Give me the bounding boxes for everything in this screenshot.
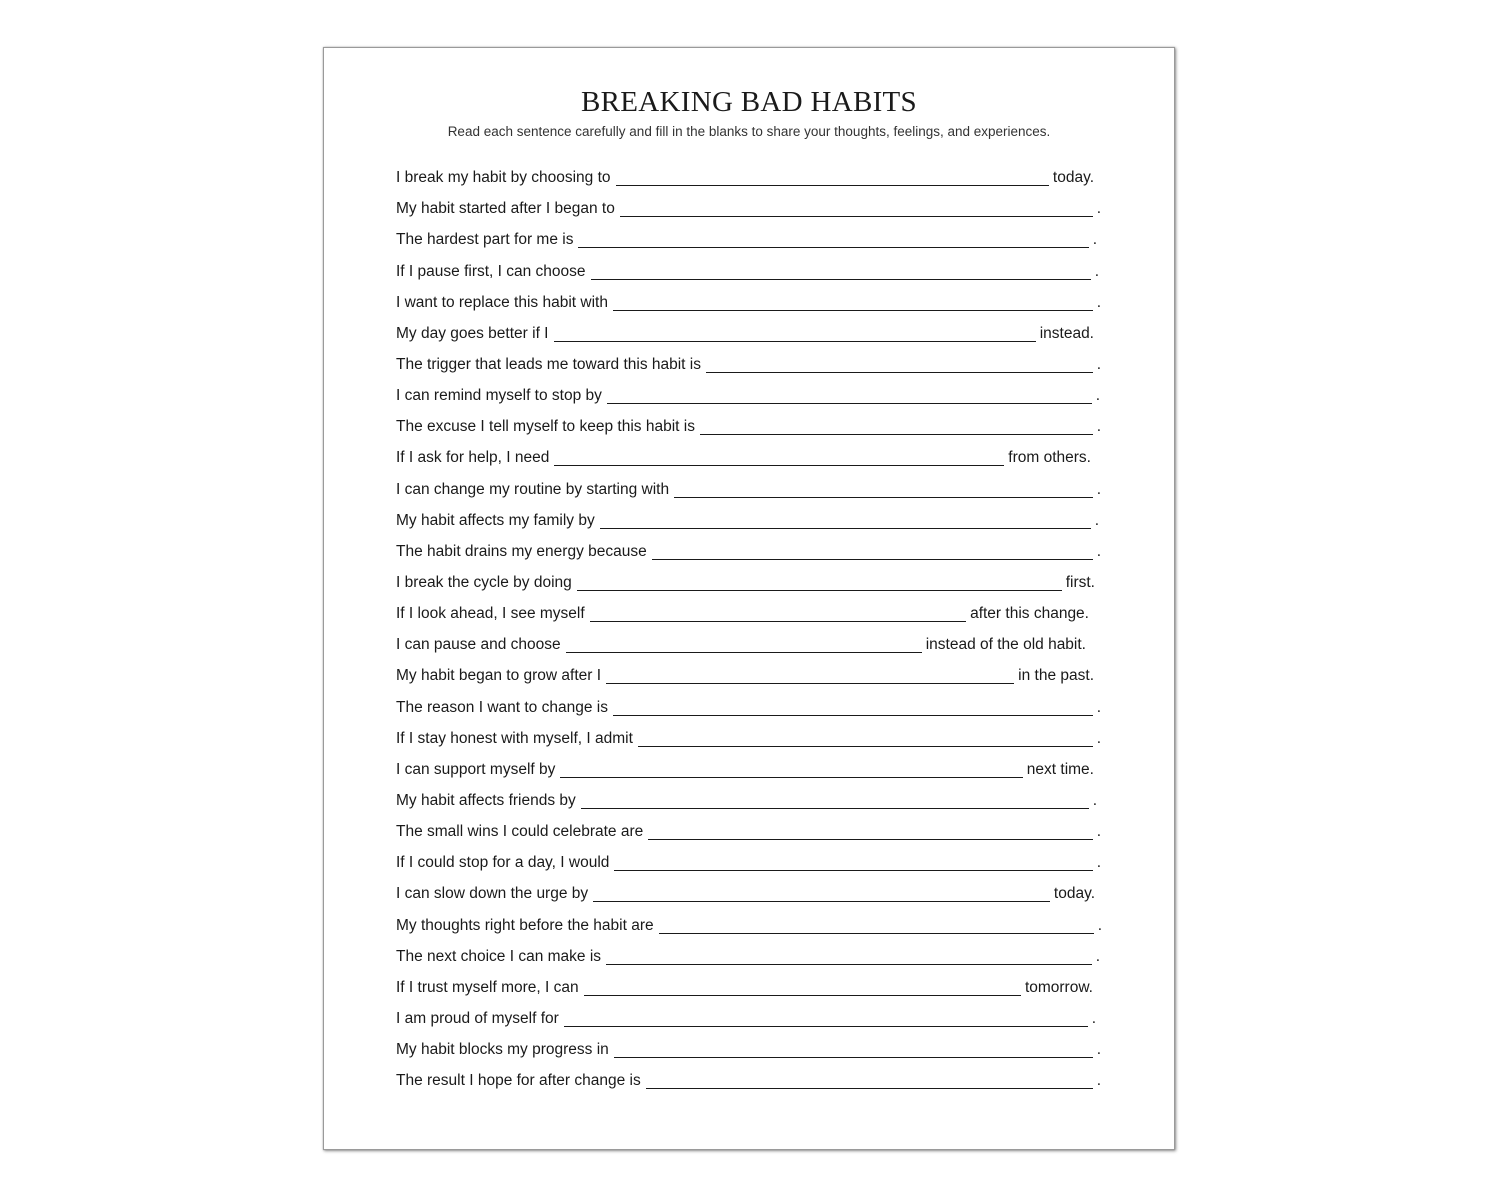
prompt-lead-text: The result I hope for after change is bbox=[396, 1072, 641, 1090]
prompt-item bbox=[396, 472, 1101, 503]
fill-in-blank[interactable] bbox=[674, 496, 1093, 498]
prompt-lead-text: My habit affects friends by bbox=[396, 791, 576, 809]
prompt-tail-text: today. bbox=[1052, 169, 1094, 187]
prompt-lead-text: I can remind myself to stop by bbox=[396, 387, 602, 405]
prompt-tail-text: instead of the old habit. bbox=[925, 636, 1086, 654]
prompt-lead-text: If I could stop for a day, I would bbox=[396, 854, 610, 872]
prompt-item bbox=[396, 1002, 1096, 1033]
prompt-item bbox=[396, 597, 1089, 628]
prompt-item bbox=[396, 659, 1094, 690]
prompt-lead-text: I can support myself by bbox=[396, 760, 556, 778]
fill-in-blank[interactable] bbox=[560, 776, 1022, 778]
worksheet-title: BREAKING BAD HABITS bbox=[581, 86, 917, 118]
prompt-tail-text: . bbox=[1097, 916, 1102, 934]
prompt-tail-text: . bbox=[1096, 418, 1101, 436]
prompt-tail-text: . bbox=[1096, 1072, 1101, 1090]
prompt-item bbox=[396, 254, 1099, 285]
prompt-tail-text: today. bbox=[1053, 885, 1095, 903]
prompt-lead-text: My habit affects my family by bbox=[396, 511, 595, 529]
prompt-lead-text: I want to replace this habit with bbox=[396, 293, 608, 311]
prompt-item bbox=[396, 504, 1099, 535]
fill-in-blank[interactable] bbox=[613, 309, 1093, 311]
prompt-item bbox=[396, 348, 1101, 379]
prompt-item bbox=[396, 722, 1101, 753]
prompt-tail-text: . bbox=[1091, 1009, 1096, 1027]
prompt-item bbox=[396, 1033, 1101, 1064]
fill-in-blank[interactable] bbox=[648, 838, 1092, 840]
prompt-tail-text: next time. bbox=[1026, 760, 1094, 778]
prompt-tail-text: . bbox=[1096, 823, 1101, 841]
prompt-tail-text: . bbox=[1096, 355, 1101, 373]
prompt-lead-text: My habit started after I began to bbox=[396, 200, 615, 218]
prompt-item bbox=[396, 410, 1101, 441]
fill-in-blank[interactable] bbox=[700, 433, 1093, 435]
prompt-lead-text: I can pause and choose bbox=[396, 636, 561, 654]
prompt-item bbox=[396, 784, 1097, 815]
fill-in-blank[interactable] bbox=[554, 340, 1036, 342]
prompt-item bbox=[396, 753, 1094, 784]
worksheet-page bbox=[323, 47, 1175, 1150]
fill-in-blank[interactable] bbox=[577, 589, 1062, 591]
prompt-tail-text: . bbox=[1096, 854, 1101, 872]
prompt-lead-text: My habit began to grow after I bbox=[396, 667, 602, 685]
prompt-lead-text: If I ask for help, I need bbox=[396, 449, 550, 467]
prompt-tail-text: . bbox=[1096, 542, 1101, 560]
fill-in-blank[interactable] bbox=[607, 402, 1092, 404]
prompt-lead-text: My thoughts right before the habit are bbox=[396, 916, 654, 934]
fill-in-blank[interactable] bbox=[638, 745, 1093, 747]
prompt-tail-text: . bbox=[1096, 698, 1101, 716]
prompt-item bbox=[396, 566, 1095, 597]
prompt-tail-text: from others. bbox=[1008, 449, 1091, 467]
prompt-item bbox=[396, 286, 1101, 317]
fill-in-blank[interactable] bbox=[606, 963, 1092, 965]
prompt-item bbox=[396, 815, 1101, 846]
prompt-lead-text: If I stay honest with myself, I admit bbox=[396, 729, 633, 747]
prompt-item bbox=[396, 940, 1100, 971]
fill-in-blank[interactable] bbox=[613, 714, 1093, 716]
prompt-lead-text: The habit drains my energy because bbox=[396, 542, 647, 560]
prompt-lead-text: My habit blocks my progress in bbox=[396, 1041, 609, 1059]
prompt-lead-text: If I trust myself more, I can bbox=[396, 978, 579, 996]
fill-in-blank[interactable] bbox=[600, 527, 1091, 529]
prompt-lead-text: The small wins I could celebrate are bbox=[396, 823, 644, 841]
prompt-lead-text: The excuse I tell myself to keep this habit is bbox=[396, 418, 695, 436]
prompt-tail-text: first. bbox=[1065, 573, 1095, 591]
fill-in-blank[interactable] bbox=[581, 807, 1089, 809]
fill-in-blank[interactable] bbox=[584, 994, 1021, 996]
prompt-item bbox=[396, 192, 1101, 223]
prompt-tail-text: . bbox=[1096, 480, 1101, 498]
prompt-tail-text: . bbox=[1095, 387, 1100, 405]
prompt-lead-text: If I look ahead, I see myself bbox=[396, 605, 585, 623]
prompt-item bbox=[396, 535, 1101, 566]
fill-in-blank[interactable] bbox=[554, 464, 1004, 466]
prompt-item bbox=[396, 223, 1097, 254]
fill-in-blank[interactable] bbox=[578, 246, 1088, 248]
prompt-lead-text: The next choice I can make is bbox=[396, 947, 602, 965]
prompt-item bbox=[396, 846, 1101, 877]
fill-in-blank[interactable] bbox=[591, 278, 1091, 280]
prompt-lead-text: I break the cycle by doing bbox=[396, 573, 572, 591]
prompt-list bbox=[396, 161, 1116, 1095]
worksheet-instructions: Read each sentence carefully and fill in the blanks to share your thoughts, feelings, and experiences. bbox=[447, 124, 1051, 139]
fill-in-blank[interactable] bbox=[590, 620, 966, 622]
prompt-item bbox=[396, 1064, 1101, 1095]
prompt-tail-text: after this change. bbox=[970, 605, 1089, 623]
fill-in-blank[interactable] bbox=[646, 1087, 1093, 1089]
prompt-tail-text: in the past. bbox=[1018, 667, 1094, 685]
prompt-item bbox=[396, 971, 1093, 1002]
fill-in-blank[interactable] bbox=[614, 869, 1092, 871]
prompt-lead-text: The hardest part for me is bbox=[396, 231, 574, 249]
fill-in-blank[interactable] bbox=[566, 651, 922, 653]
prompt-item bbox=[396, 908, 1102, 939]
prompt-item bbox=[396, 379, 1100, 410]
prompt-lead-text: The trigger that leads me toward this habit is bbox=[396, 355, 701, 373]
fill-in-blank[interactable] bbox=[659, 932, 1094, 934]
prompt-tail-text: . bbox=[1092, 231, 1097, 249]
prompt-item bbox=[396, 690, 1101, 721]
prompt-item bbox=[396, 161, 1094, 192]
prompt-tail-text: . bbox=[1095, 947, 1100, 965]
prompt-lead-text: My day goes better if I bbox=[396, 324, 549, 342]
prompt-tail-text: . bbox=[1096, 729, 1101, 747]
fill-in-blank[interactable] bbox=[620, 215, 1093, 217]
prompt-item bbox=[396, 441, 1091, 472]
prompt-lead-text: I can change my routine by starting with bbox=[396, 480, 670, 498]
fill-in-blank[interactable] bbox=[564, 1025, 1088, 1027]
prompt-item bbox=[396, 317, 1094, 348]
prompt-item bbox=[396, 628, 1086, 659]
prompt-lead-text: I break my habit by choosing to bbox=[396, 169, 611, 187]
prompt-tail-text: . bbox=[1096, 200, 1101, 218]
fill-in-blank[interactable] bbox=[616, 184, 1049, 186]
prompt-tail-text: tomorrow. bbox=[1024, 978, 1093, 996]
prompt-tail-text: . bbox=[1092, 791, 1097, 809]
fill-in-blank[interactable] bbox=[593, 900, 1050, 902]
prompt-lead-text: I am proud of myself for bbox=[396, 1009, 559, 1027]
prompt-tail-text: . bbox=[1094, 262, 1099, 280]
fill-in-blank[interactable] bbox=[614, 1056, 1093, 1058]
prompt-lead-text: I can slow down the urge by bbox=[396, 885, 589, 903]
fill-in-blank[interactable] bbox=[652, 558, 1093, 560]
prompt-tail-text: . bbox=[1096, 293, 1101, 311]
prompt-lead-text: The reason I want to change is bbox=[396, 698, 608, 716]
fill-in-blank[interactable] bbox=[606, 682, 1014, 684]
prompt-tail-text: . bbox=[1096, 1041, 1101, 1059]
prompt-lead-text: If I pause first, I can choose bbox=[396, 262, 586, 280]
prompt-item bbox=[396, 877, 1095, 908]
prompt-tail-text: . bbox=[1094, 511, 1099, 529]
fill-in-blank[interactable] bbox=[706, 371, 1093, 373]
prompt-tail-text: instead. bbox=[1039, 324, 1094, 342]
